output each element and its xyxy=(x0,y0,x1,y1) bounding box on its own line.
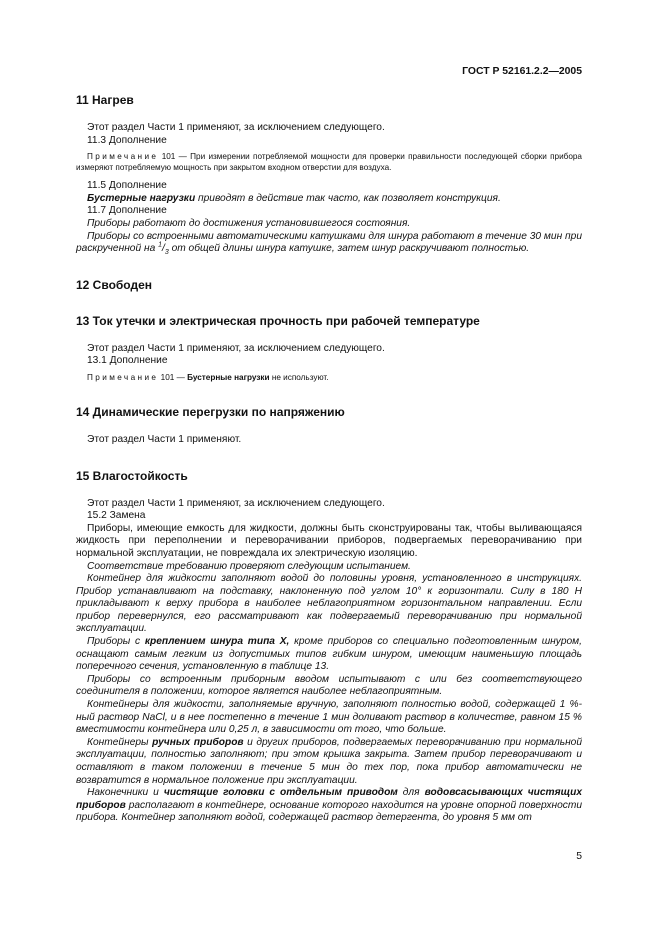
text-run: Приборы с xyxy=(87,636,145,648)
cord-reel-paragraph: Приборы со встроенными автоматическими катушками для шнура работают в течение 30 мин при раскрученной на $^1/_3$ от общей длины шнура катушке, затем шнур раскручивают полностью. xyxy=(76,230,582,257)
paragraph-appliance-inlet: Приборы со встроенным приборным вводом испытывают с или без соответствующего соединителя в положении, которое является наиболее неблагоприятным. xyxy=(76,673,582,698)
booster-text: приводят в действие так часто, как позволяет конструкция. xyxy=(195,192,501,204)
section-14-intro: Этот раздел Части 1 применяют. xyxy=(87,433,242,445)
note-13-1 xyxy=(76,372,582,383)
note-text: 101 — При измерении потребляемой мощности для проверки правильности последующей сборки прибора измеряют потребляемую мощность при закрытом входном отверстии для воздуха. xyxy=(76,152,582,173)
booster-term: Бустерные нагрузки xyxy=(87,192,196,204)
section-13-intro: Этот раздел Части 1 применяют, за исключением следующего. xyxy=(87,342,385,354)
fraction-denominator: 3 xyxy=(164,249,169,257)
text-run: для xyxy=(397,787,425,799)
text-run: Контейнеры xyxy=(87,736,153,748)
document-body xyxy=(76,93,582,847)
paragraph-attachment-x xyxy=(76,636,582,674)
steady-state-paragraph: Приборы работают до достижения установившегося состояния. xyxy=(87,217,411,229)
section-14-title: 14 Динамические перегрузки по напряжению xyxy=(76,404,345,419)
note-label: Примечание xyxy=(87,372,159,382)
document-code: ГОСТ Р 52161.2.2—2005 xyxy=(462,66,582,77)
subsection-15-2: 15.2 Замена xyxy=(87,510,146,522)
note-label: Примечание xyxy=(87,152,159,162)
section-15 xyxy=(76,469,582,825)
paragraph-compliance: Соответствие требованию проверяют следующим испытанием. xyxy=(87,560,411,572)
section-11-title: 11 Нагрев xyxy=(76,93,134,107)
paragraph-hand-held xyxy=(76,737,582,787)
text-run: и других приборов, подвергаемых переворачиванию при нормальной эксплуатации, полностью заполняют; при этом крышка закрыта. Затем прибор переворачивают и оставляют в таком положении в течение 5 мин до тех пор, пока прибор автоматически не возвратится в нормальное положение при эксплуатации. xyxy=(76,736,583,786)
text-run: кроме приборов со специально подготовленным шнуром, оснащают самым легким из допустимых типов гибким шнуром, имеющим наименьшую площадь поперечного сечения, установленную в таблице 13. xyxy=(76,636,582,673)
text-run: Наконечники и xyxy=(87,787,164,799)
booster-paragraph xyxy=(76,193,582,206)
section-15-title: 15 Влагостойкость xyxy=(76,468,188,483)
bold-term: водовсасывающих чистящих приборов xyxy=(76,787,583,811)
section-15-intro: Этот раздел Части 1 применяют, за исключением следующего. xyxy=(87,497,385,509)
note-bold-term: Бустерные нагрузки xyxy=(187,372,270,382)
paragraph-tilt-test: Контейнер для жидкости заполняют водой до половины уровня, установленного в инструкциях. Прибор устанавливают на подставку, наклоненную под углом 10° к горизонтали. Силу в 180 Н прикладывают к верху прибора в наиболее неблагоприятном горизонтальном направлении. Если прибор перевернулся, его рассматривают как подвергаемый переворачиванию при нормальной эксплуатации. xyxy=(76,573,582,635)
subsection-11-5: 11.5 Дополнение xyxy=(87,180,167,192)
subsection-11-3: 11.3 Дополнение xyxy=(87,134,167,146)
cord-reel-text-2: от общей длины шнура катушке, затем шнур раскручивают полностью. xyxy=(168,243,530,255)
note-11-3 xyxy=(76,151,582,173)
paragraph-manual-fill: Контейнеры для жидкости, заполняемые вручную, заполняют полностью водой, содержащей 1 %-ный раствор NaCl, и в нее постепенно в течение 1 мин доливают раствор в количестве, равном 15 % вместимости контейнера или 0,25 л, в зависимости от того, что больше. xyxy=(76,699,582,736)
section-11-intro: Этот раздел Части 1 применяют, за исключением следующего. xyxy=(87,122,385,133)
section-12 xyxy=(76,278,582,292)
section-13-title: 13 Ток утечки и электрическая прочность при рабочей температуре xyxy=(76,313,480,328)
bold-term: чистящие головки с отдельным приводом xyxy=(163,787,398,799)
paragraph-liquid-container: Приборы, имеющие емкость для жидкости, должны быть сконструированы так, чтобы выливающаяся жидкость при переполнении и переворачивании приборов, подвергаемых переворачиванию при нормальной эксплуатации, не повреждала их электрическую изоляцию. xyxy=(76,522,582,559)
note-post: не используют. xyxy=(269,372,329,382)
note-pre: 101 — xyxy=(158,372,188,382)
section-11 xyxy=(76,93,582,256)
subsection-11-7: 11.7 Дополнение xyxy=(87,205,167,217)
section-12-title: 12 Свободен xyxy=(76,277,153,292)
section-14 xyxy=(76,405,582,447)
bold-term: ручных приборов xyxy=(152,736,244,748)
page-number: 5 xyxy=(576,851,582,862)
text-run: располагают в контейнере, основание которого находится на уровне опорной поверхности прибора. Контейнер заполняют водой, содержащей раствор детергента, до уровня 5 мм от xyxy=(76,799,582,824)
fraction-numerator: 1 xyxy=(158,241,162,249)
section-13 xyxy=(76,314,582,383)
cord-reel-text-1: Приборы со встроенными автоматическими катушками для шнура работают в течение 30 мин при раскрученной на xyxy=(76,230,582,255)
subsection-13-1: 13.1 Дополнение xyxy=(87,355,168,367)
bold-term: креплением шнура типа X, xyxy=(144,636,290,648)
paragraph-nozzles xyxy=(76,787,582,825)
